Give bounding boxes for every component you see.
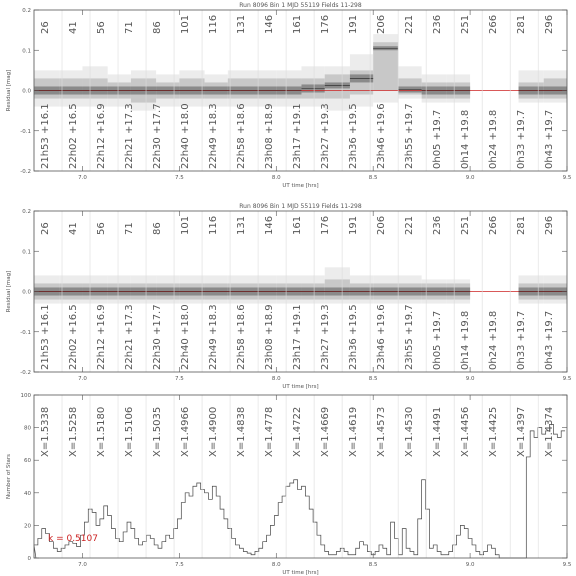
field-number-label: 71 — [124, 222, 136, 235]
airmass-label: X=1.4669 — [320, 406, 332, 457]
field-number-label: 26 — [40, 222, 51, 235]
field-number-label: 251 — [460, 215, 472, 235]
x-tick-label: 8.0 — [271, 376, 281, 382]
extinction-annotation: k = 0.5107 — [48, 534, 98, 544]
airmass-label: X=1.4838 — [236, 406, 248, 457]
field-number-label: 146 — [264, 14, 276, 34]
field-number-label: 236 — [432, 14, 444, 34]
field-number-label: 191 — [348, 14, 360, 34]
field-coordinate-label: 23h55 +19.7 — [404, 103, 416, 169]
x-tick-label: 7.0 — [78, 175, 87, 181]
field-coordinate-label: 23h46 +19.6 — [376, 103, 388, 169]
field-number-label: 266 — [488, 215, 500, 235]
field-coordinate-label: 0h24 +19.8 — [488, 109, 500, 169]
x-tick-label: 9.0 — [465, 376, 475, 382]
field-coordinate-label: 0h33 +19.7 — [516, 109, 528, 169]
field-coordinate-label: 0h33 +19.7 — [516, 310, 528, 370]
field-number-label: 116 — [208, 14, 220, 34]
airmass-label: X=1.4573 — [376, 406, 388, 457]
field-number-label: 176 — [320, 215, 332, 235]
field-number-label: 296 — [544, 215, 556, 235]
field-coordinate-label: 22h40 +18.0 — [180, 304, 192, 370]
field-number-label: 56 — [96, 222, 108, 235]
field-number-label: 161 — [292, 14, 304, 34]
y-tick-label: -0.2 — [20, 169, 31, 175]
y-tick-label: 80 — [24, 425, 31, 432]
field-coordinate-label: 0h14 +19.8 — [460, 310, 472, 370]
field-number-label: 131 — [236, 215, 248, 235]
field-number-label: 281 — [516, 215, 528, 235]
airmass-label: X=1.5035 — [152, 406, 164, 457]
field-number-label: 296 — [544, 14, 556, 34]
field-coordinate-label: 23h17 +19.1 — [292, 304, 304, 370]
field-number-label: 206 — [376, 215, 388, 235]
y-tick-label: 40 — [24, 490, 31, 497]
field-number-label: 131 — [236, 14, 248, 34]
y-tick-label: -0.2 — [20, 370, 31, 376]
x-tick-label: 9.5 — [562, 175, 572, 181]
field-coordinate-label: 22h21 +17.3 — [124, 103, 136, 169]
airmass-label: X=1.5106 — [124, 406, 136, 457]
chart-title: Run 8096 Bin 1 MJD 55119 Fields 11-298 — [239, 2, 362, 9]
airmass-label: X=1.5258 — [68, 406, 80, 457]
airmass-label: X=1.4397 — [516, 406, 528, 457]
x-axis-label: UT time [hrs] — [282, 384, 319, 390]
field-coordinate-label: 22h49 +18.3 — [208, 103, 220, 169]
x-tick-label: 7.0 — [78, 562, 87, 568]
field-coordinate-label: 22h02 +16.5 — [68, 304, 80, 370]
x-tick-label: 9.5 — [562, 562, 572, 568]
airmass-label: X=1.4900 — [208, 406, 220, 457]
y-tick-label: 0 — [27, 556, 31, 562]
field-coordinate-label: 23h46 +19.6 — [376, 304, 388, 370]
x-tick-label: 8.0 — [271, 562, 281, 568]
airmass-label: X=1.4530 — [404, 406, 416, 457]
y-axis-label: Residual [mag] — [6, 270, 12, 313]
field-number-label: 116 — [208, 215, 220, 235]
field-coordinate-label: 22h30 +17.7 — [152, 304, 164, 370]
x-tick-label: 7.5 — [174, 376, 184, 382]
x-tick-label: 7.0 — [78, 376, 87, 382]
x-tick-label: 7.5 — [174, 175, 184, 181]
field-coordinate-label: 0h05 +19.7 — [432, 109, 444, 169]
field-number-label: 236 — [432, 215, 444, 235]
field-number-label: 41 — [68, 21, 80, 34]
field-number-label: 281 — [516, 14, 528, 34]
y-tick-label: -0.1 — [20, 329, 31, 336]
airmass-label: X=1.4456 — [460, 406, 472, 457]
field-coordinate-label: 23h08 +18.9 — [264, 304, 276, 370]
airmass-label: X=1.4966 — [180, 406, 192, 457]
field-number-label: 161 — [292, 215, 304, 235]
airmass-label: X=1.4425 — [488, 406, 500, 457]
field-number-label: 56 — [96, 21, 108, 34]
field-number-label: 251 — [460, 14, 472, 34]
y-axis-label: Residual [mag] — [6, 69, 12, 112]
x-tick-label: 7.5 — [174, 562, 184, 568]
y-tick-label: 20 — [24, 523, 31, 530]
field-number-label: 26 — [40, 21, 51, 34]
field-coordinate-label: 22h21 +17.3 — [124, 304, 136, 370]
airmass-label: X=1.4491 — [432, 406, 444, 457]
airmass-label: X=1.4374 — [544, 406, 556, 457]
field-number-label: 221 — [404, 14, 416, 34]
x-tick-label: 8.0 — [271, 175, 281, 181]
field-coordinate-label: 23h36 +19.5 — [348, 103, 360, 169]
field-number-label: 41 — [68, 222, 80, 235]
chart-panel-1 — [6, 2, 572, 189]
field-coordinate-label: 23h27 +19.3 — [320, 304, 332, 370]
field-coordinate-label: 0h05 +19.7 — [432, 310, 444, 370]
field-number-label: 101 — [180, 14, 192, 34]
field-coordinate-label: 23h17 +19.1 — [292, 103, 304, 169]
field-number-label: 191 — [348, 215, 360, 235]
chart-panel-2 — [6, 203, 572, 390]
x-tick-label: 8.5 — [368, 175, 378, 181]
field-coordinate-label: 23h36 +19.5 — [348, 304, 360, 370]
y-tick-label: 0.0 — [22, 289, 31, 296]
airmass-label: X=1.4778 — [264, 406, 276, 457]
field-coordinate-label: 23h55 +19.7 — [404, 304, 416, 370]
y-axis-label: Number of Stars — [6, 453, 12, 500]
x-axis-label: UT time [hrs] — [282, 570, 319, 576]
field-coordinate-label: 22h12 +16.9 — [96, 304, 108, 370]
y-tick-label: 0.1 — [22, 249, 31, 256]
chart-panel-3 — [6, 393, 572, 576]
field-number-label: 146 — [264, 215, 276, 235]
chart-title: Run 8096 Bin 1 MJD 55119 Fields 11-298 — [239, 203, 362, 210]
field-coordinate-label: 22h49 +18.3 — [208, 304, 220, 370]
field-coordinate-label: 21h53 +16.1 — [40, 103, 51, 169]
y-tick-label: 0.0 — [22, 88, 31, 95]
x-tick-label: 8.5 — [368, 376, 378, 382]
field-coordinate-label: 22h40 +18.0 — [180, 103, 192, 169]
x-tick-label: 9.0 — [465, 175, 475, 181]
field-number-label: 221 — [404, 215, 416, 235]
x-tick-label: 8.5 — [368, 562, 378, 568]
field-coordinate-label: 22h58 +18.6 — [236, 103, 248, 169]
y-tick-label: 60 — [24, 458, 31, 465]
field-coordinate-label: 21h53 +16.1 — [40, 304, 51, 370]
field-number-label: 86 — [152, 222, 164, 235]
field-number-label: 206 — [376, 14, 388, 34]
field-coordinate-label: 0h24 +19.8 — [488, 310, 500, 370]
airmass-label: X=1.4619 — [348, 406, 360, 457]
y-tick-label: 0.2 — [22, 8, 31, 14]
y-tick-label: -0.1 — [20, 128, 31, 135]
airmass-label: X=1.5338 — [40, 406, 51, 457]
x-tick-label: 9.5 — [562, 376, 572, 382]
x-axis-label: UT time [hrs] — [282, 183, 319, 189]
field-coordinate-label: 22h12 +16.9 — [96, 103, 108, 169]
field-number-label: 176 — [320, 14, 332, 34]
y-tick-label: 0.2 — [22, 209, 31, 215]
field-coordinate-label: 0h43 +19.7 — [544, 310, 556, 370]
field-number-label: 101 — [180, 215, 192, 235]
field-coordinate-label: 22h02 +16.5 — [68, 103, 80, 169]
field-number-label: 266 — [488, 14, 500, 34]
field-number-label: 71 — [124, 21, 136, 34]
field-coordinate-label: 22h30 +17.7 — [152, 103, 164, 169]
field-coordinate-label: 0h43 +19.7 — [544, 109, 556, 169]
field-coordinate-label: 0h14 +19.8 — [460, 109, 472, 169]
airmass-label: X=1.5180 — [96, 406, 108, 457]
field-number-label: 86 — [152, 21, 164, 34]
x-tick-label: 9.0 — [465, 562, 475, 568]
y-tick-label: 100 — [20, 393, 31, 399]
field-coordinate-label: 23h08 +18.9 — [264, 103, 276, 169]
field-coordinate-label: 22h58 +18.6 — [236, 304, 248, 370]
airmass-label: X=1.4722 — [292, 406, 304, 457]
field-coordinate-label: 23h27 +19.3 — [320, 103, 332, 169]
y-tick-label: 0.1 — [22, 48, 31, 55]
